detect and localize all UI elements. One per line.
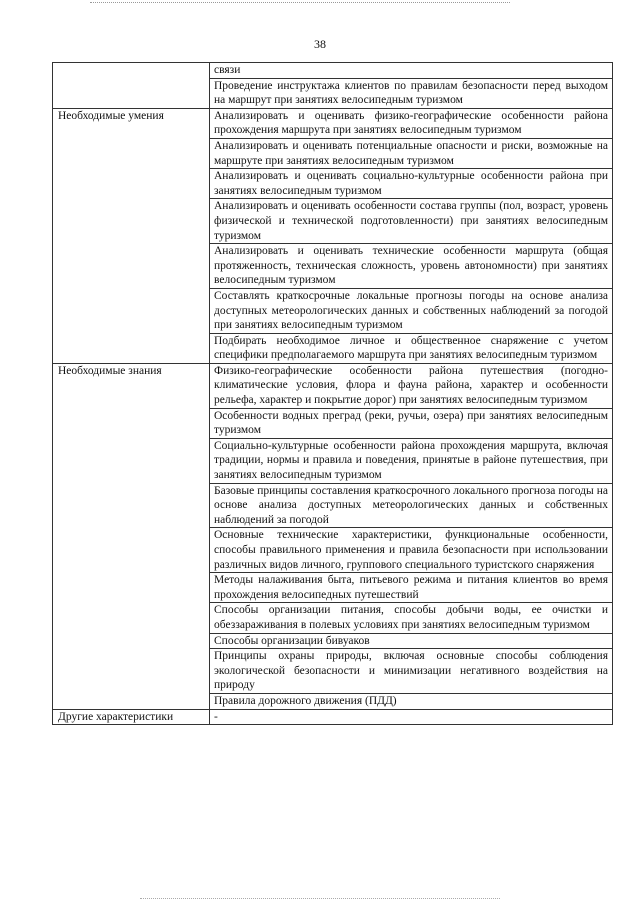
table-cell: Физико-географические особенности района путешествия (погодно-климатические условия, флора и фауна района, характер и особенности рельефа, характер и покрытие дорог) при занятиях велосипедным туризмом xyxy=(210,363,613,408)
table-row xyxy=(53,63,613,79)
row-label-continuation xyxy=(53,63,210,109)
table-cell: Социально-культурные особенности района прохождения маршрута, включая традиции, нормы и правила и поведения, принятые в районе путешествия, при занятиях велосипедным туризмом xyxy=(210,438,613,483)
table-cell: Методы налаживания быта, питьевого режима и питания клиентов во время прохождения велосипедных путешествий xyxy=(210,573,613,603)
page-number: 38 xyxy=(314,37,326,51)
table-cell: Особенности водных преград (реки, ручьи, озера) при занятиях велосипедным туризмом xyxy=(210,408,613,438)
requirements-table xyxy=(52,62,613,725)
table-row xyxy=(53,709,613,725)
scan-artifact-bottom xyxy=(140,898,500,899)
table-cell: Способы организации бивуаков xyxy=(210,633,613,649)
table-row xyxy=(53,363,613,408)
table-cell: Составлять краткосрочные локальные прогнозы погоды на основе анализа доступных метеорологических данных и собственных наблюдений за погодой при занятиях велосипедным туризмом xyxy=(210,288,613,333)
table-cell: Принципы охраны природы, включая основные способы соблюдения экологической безопасности и минимизации негативного воздействия на природу xyxy=(210,649,613,694)
table-cell: связи xyxy=(210,63,613,79)
table-cell: - xyxy=(210,709,613,725)
table-cell: Анализировать и оценивать потенциальные опасности и риски, возможные на маршруте при занятиях велосипедным туризмом xyxy=(210,138,613,168)
table-cell: Анализировать и оценивать физико-географические особенности района прохождения маршрута при занятиях велосипедным туризмом xyxy=(210,108,613,138)
table-cell: Базовые принципы составления краткосрочного локального прогноза погоды на основе анализа доступных метеорологических данных и собственных наблюдений за погодой xyxy=(210,483,613,528)
table-cell: Правила дорожного движения (ПДД) xyxy=(210,693,613,709)
scan-artifact-top xyxy=(90,2,510,3)
row-label-other: Другие характеристики xyxy=(53,709,210,725)
table-cell: Анализировать и оценивать технические особенности маршрута (общая протяженность, техническая сложность, уровень автономности) при занятиях велосипедным туризмом xyxy=(210,244,613,289)
table-row xyxy=(53,108,613,138)
table-cell: Анализировать и оценивать социально-культурные особенности района при занятиях велосипедным туризмом xyxy=(210,169,613,199)
table-cell: Подбирать необходимое личное и общественное снаряжение с учетом специфики предполагаемого маршрута при занятиях велосипедным туризмом xyxy=(210,333,613,363)
table-cell: Способы организации питания, способы добычи воды, ее очистки и обеззараживания в полевых условиях при занятиях велосипедным туризмом xyxy=(210,603,613,633)
table-cell: Анализировать и оценивать особенности состава группы (пол, возраст, уровень физической и технической подготовленности) при занятиях велосипедным туризмом xyxy=(210,199,613,244)
row-label-knowledge: Необходимые знания xyxy=(53,363,210,709)
table-cell: Проведение инструктажа клиентов по правилам безопасности перед выходом на маршрут при занятиях велосипедным туризмом xyxy=(210,78,613,108)
table-cell: Основные технические характеристики, функциональные особенности, способы правильного применения и правила безопасности при использовании различных видов личного, группового специального туристского снаряжения xyxy=(210,528,613,573)
row-label-skills: Необходимые умения xyxy=(53,108,210,363)
